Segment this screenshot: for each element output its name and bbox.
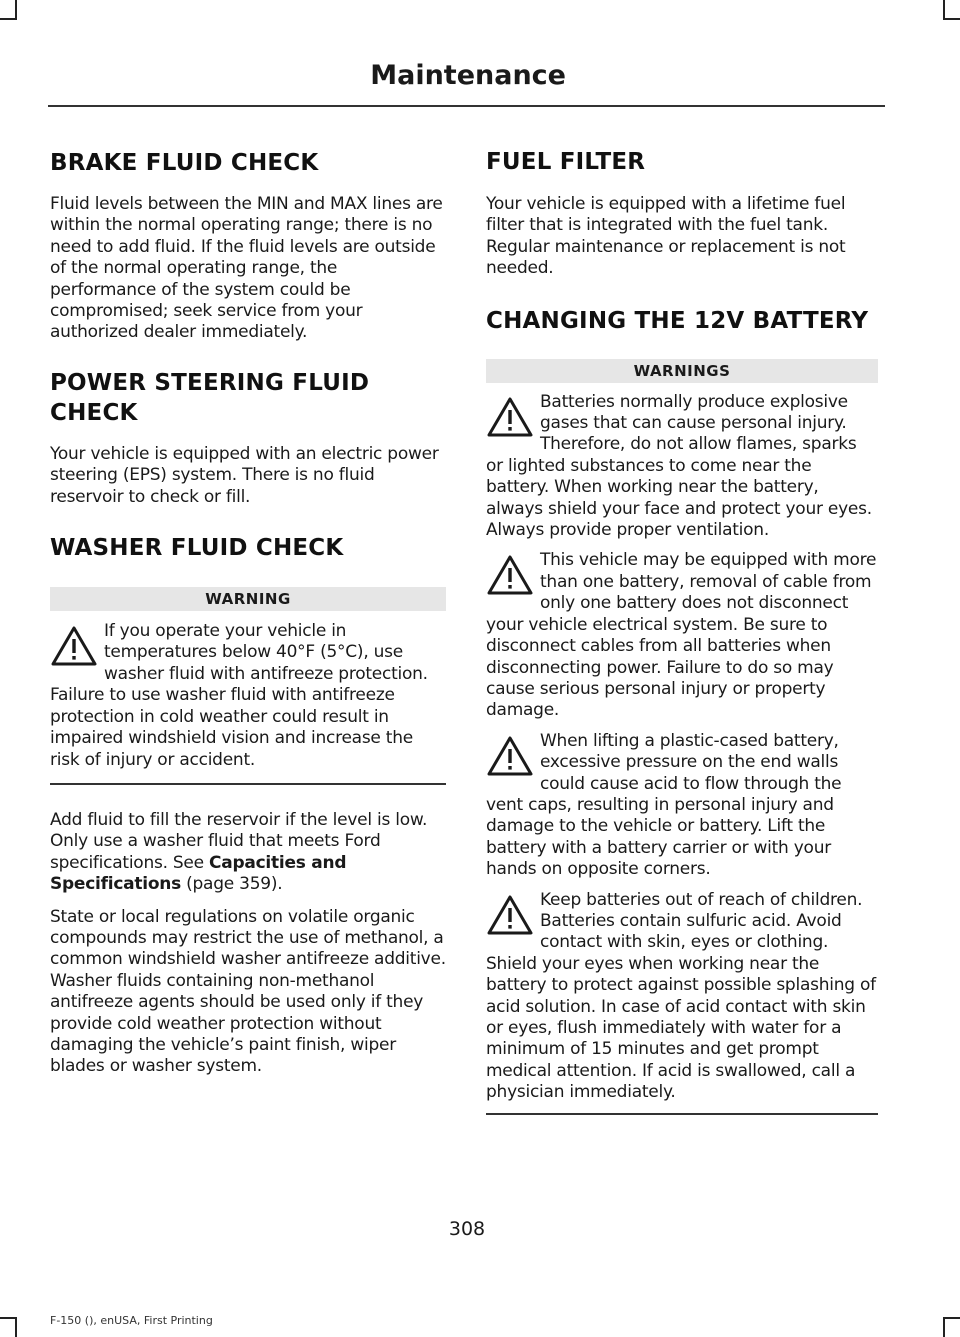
fuel-filter-heading: FUEL FILTER <box>486 149 646 175</box>
crop-mark <box>943 0 945 18</box>
crop-mark <box>15 1319 17 1337</box>
battery-warning <box>486 392 878 542</box>
battery-warning-text: Keep batteries out of reach of children. Batteries contain sulfuric acid. Avoid contact with skin, eyes or clothing. Shield your eyes when working near the battery to protect against possible splashing of acid solution. In case of acid contact with skin or eyes, flush immediately with water for a minimum of 15 minutes and get prompt medical attention. If acid is swallowed, call a physician immediately. <box>486 889 876 1103</box>
right-column <box>486 142 878 1115</box>
crop-mark <box>943 1317 960 1319</box>
warnings-banner: WARNINGS <box>486 359 878 383</box>
voc-regulations-paragraph: State or local regulations on volatile organic compounds may restrict the use of methanol, a common windshield washer antifreeze additive. Washer fluids containing non-methanol antifreeze agents should be used only if they provide cold weather protection without damaging the vehicle’s paint finish, wiper blades or washer system. <box>50 906 446 1077</box>
warnings-end-rule <box>486 1113 878 1115</box>
left-column <box>50 142 446 1078</box>
washer-warning <box>50 621 446 771</box>
washer-fill-text: Add fluid to fill the reservoir if the level is low. Only use a washer fluid that meets Ford specifications. See <box>50 809 428 873</box>
battery-warning <box>486 550 878 721</box>
warning-triangle-icon <box>486 894 534 936</box>
washer-fill-paragraph <box>50 810 446 896</box>
crop-mark <box>0 18 17 20</box>
warning-triangle-icon <box>50 625 98 667</box>
crop-mark <box>0 1317 17 1319</box>
warning-triangle-icon <box>486 735 534 777</box>
power-steering-heading-line2: CHECK <box>50 399 138 426</box>
power-steering-heading <box>50 368 446 428</box>
battery-heading: CHANGING THE 12V BATTERY <box>486 307 869 334</box>
warning-triangle-icon <box>486 396 534 438</box>
battery-warning-text: When lifting a plastic-cased battery, excessive pressure on the end walls could cause acid to flow through the vent caps, resulting in personal injury and damage to the vehicle or battery. Lift the battery with a battery carrier or with your hands on opposite corners. <box>486 730 842 880</box>
brake-fluid-body: Fluid levels between the MIN and MAX lines are within the normal operating range; there is no need to add fluid. If the fluid levels are outside of the normal operating range, the performance of the system could be compromised; seek service from your authorized dealer immediately. <box>50 194 443 343</box>
fuel-filter-body: Your vehicle is equipped with a lifetime fuel filter that is integrated with the fuel tank. Regular maintenance or replacement is not needed. <box>486 194 846 279</box>
crop-mark <box>943 1319 945 1337</box>
warning-banner: WARNING <box>50 587 446 611</box>
power-steering-heading-line1: POWER STEERING FLUID <box>50 369 370 396</box>
header-divider <box>48 105 885 107</box>
footer-print-info: F-150 (), enUSA, First Printing <box>50 1314 213 1327</box>
crop-mark <box>943 18 960 20</box>
washer-fill-page-ref: (page 359). <box>180 874 283 895</box>
warning-triangle-icon <box>486 554 534 596</box>
page-section-title: Maintenance <box>370 60 566 91</box>
power-steering-body: Your vehicle is equipped with an electric power steering (EPS) system. There is no fluid reservoir to check or fill. <box>50 443 439 507</box>
warning-end-rule <box>50 783 446 785</box>
battery-warning <box>486 890 878 1104</box>
brake-fluid-heading: BRAKE FLUID CHECK <box>50 150 319 176</box>
washer-warning-text: If you operate your vehicle in temperatures below 40°F (5°C), use washer fluid with antifreeze protection. Failure to use washer fluid with antifreeze protection in cold weather could result in impaired windshield vision and increase the risk of injury or accident. <box>50 621 428 770</box>
battery-warning-text: Batteries normally produce explosive gases that can cause personal injury. Therefore, do not allow flames, sparks or lighted substances to come near the battery. When working near the battery, always shield your face and protect your eyes. Always provide proper ventilation. <box>486 391 872 541</box>
capacities-link[interactable]: Capacities and Specifications <box>50 852 347 895</box>
page-number: 308 <box>448 1218 486 1240</box>
battery-warning-text: This vehicle may be equipped with more than one battery, removal of cable from only one battery does not disconnect your vehicle electrical system. Be sure to disconnect cables from all batteries when disconnecting power. Failure to do so may cause serious personal injury or property damage. <box>486 550 877 721</box>
crop-mark <box>15 0 17 18</box>
washer-fluid-heading: WASHER FLUID CHECK <box>50 535 344 562</box>
battery-warning <box>486 731 878 881</box>
